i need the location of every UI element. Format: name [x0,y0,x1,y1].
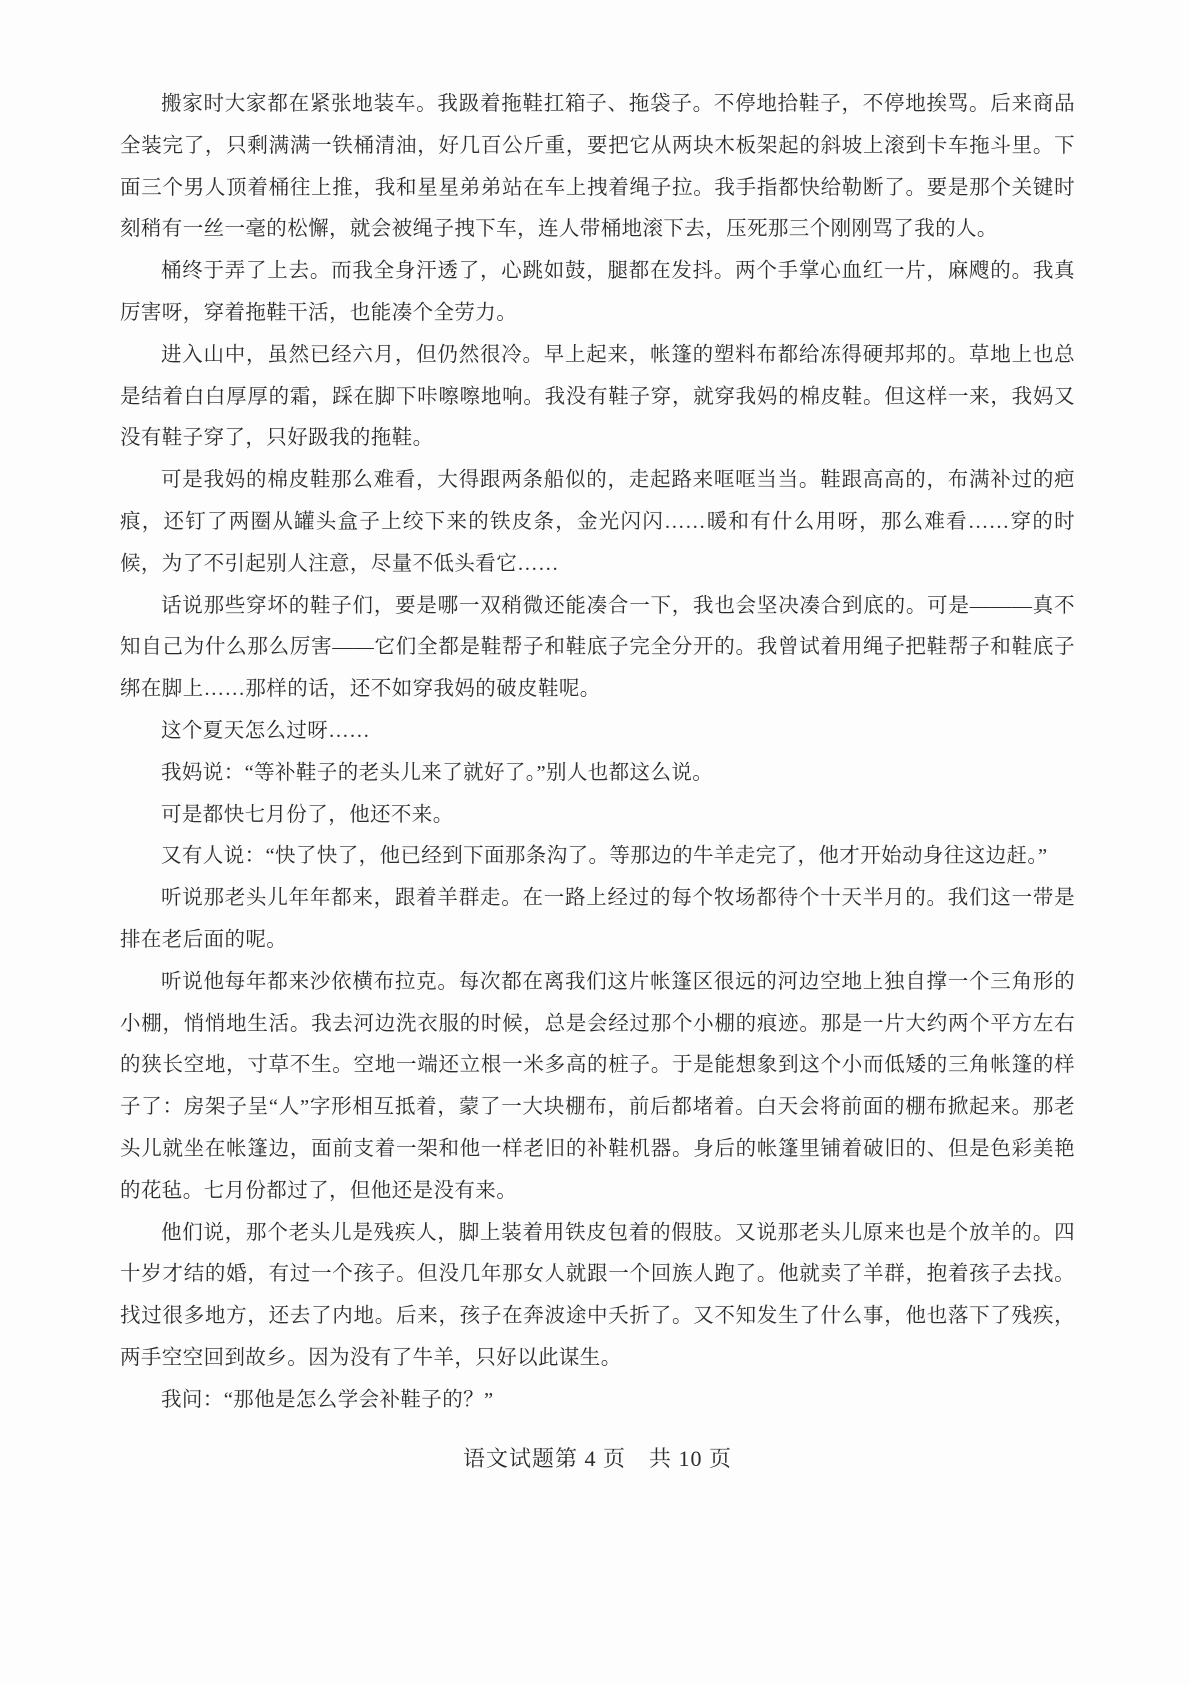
paragraph-13: 我问：“那他是怎么学会补鞋子的？” [161,1388,494,1411]
paragraph-1: 搬家时大家都在紧张地装车。我趿着拖鞋扛箱子、拖袋子。不停地拾鞋子，不停地挨骂。后来商品全装完了，只剩满满一铁桶清油，好几百公斤重，要把它从两块木板架起的斜坡上滚到卡车拖斗里。下面三个男人顶着桶往上推，我和星星弟弟站在车上拽着绳子拉。我手指都快给勒断了。要是那个关键时刻稍有一丝一毫的松懈，就会被绳子拽下车，连人带桶地滚下去，压死那三个刚刚骂了我的人。 [120,93,1075,241]
paragraph-7: 我妈说：“等补鞋子的老头儿来了就好了。”别人也都这么说。 [161,761,714,784]
paragraph-8: 可是都快七月份了，他还不来。 [161,803,454,826]
paragraph-4: 可是我妈的棉皮鞋那么难看，大得跟两条船似的，走起路来哐哐当当。鞋跟高高的，布满补过的疤痕，还钉了两圈从罐头盒子上绞下来的铁皮条，金光闪闪……暖和有什么用呀，那么难看……穿的时候，为了不引起别人注意，尽量不低头看它…… [120,469,1075,575]
article-body [120,84,1075,1422]
paragraph-11: 听说他每年都来沙依横布拉克。每次都在离我们这片帐篷区很远的河边空地上独自撑一个三角形的小棚，悄悄地生活。我去河边洗衣服的时候，总是会经过那个小棚的痕迹。那是一片大约两个平方左右的狭长空地，寸草不生。空地一端还立根一米多高的桩子。于是能想象到这个小而低矮的三角帐篷的样子了：房架子呈“人”字形相互抵着，蒙了一大块棚布，前后都堵着。白天会将前面的棚布掀起来。那老头儿就坐在帐篷边，面前支着一架和他一样老旧的补鞋机器。身后的帐篷里铺着破旧的、但是色彩美艳的花毡。七月份都过了，但他还是没有来。 [120,970,1075,1202]
paragraph-10: 听说那老头儿年年都来，跟着羊群走。在一路上经过的每个牧场都待个十天半月的。我们这一带是排在老后面的呢。 [120,887,1075,951]
paragraph-2: 桶终于弄了上去。而我全身汗透了，心跳如鼓，腿都在发抖。两个手掌心血红一片，麻飕的。我真厉害呀，穿着拖鞋干活，也能凑个全劳力。 [120,260,1075,324]
page-footer [120,1442,1075,1473]
paragraph-5: 话说那些穿坏的鞋子们，要是哪一双稍微还能凑合一下，我也会坚决凑合到底的。可是———真不知自己为什么那么厉害——它们全都是鞋帮子和鞋底子完全分开的。我曾试着用绳子把鞋帮子和鞋底子绑在脚上……那样的话，还不如穿我妈的破皮鞋呢。 [120,594,1075,701]
paragraph-9: 又有人说：“快了快了，他已经到下面那条沟了。等那边的牛羊走完了，他才开始动身往这边赶。” [161,845,1048,868]
paragraph-12: 他们说，那个老头儿是残疾人，脚上装着用铁皮包着的假肢。又说那老头儿原来也是个放羊的。四十岁才结的婚，有过一个孩子。但没几年那女人就跟一个回族人跑了。他就卖了羊群，抱着孩子去找。找过很多地方，还去了内地。后来，孩子在奔波途中夭折了。又不知发生了什么事，他也落下了残疾，两手空空回到故乡。因为没有了牛羊，只好以此谋生。 [120,1221,1075,1369]
page-number-text: 语文试题第 4 页 共 10 页 [462,1445,732,1471]
paragraph-6: 这个夏天怎么过呀…… [161,719,370,742]
paragraph-3: 进入山中，虽然已经六月，但仍然很冷。早上起来，帐篷的塑料布都给冻得硬邦邦的。草地上也总是结着白白厚厚的霜，踩在脚下咔嚓嚓地响。我没有鞋子穿，就穿我妈的棉皮鞋。但这样一来，我妈又没有鞋子穿了，只好趿我的拖鞋。 [120,343,1075,450]
